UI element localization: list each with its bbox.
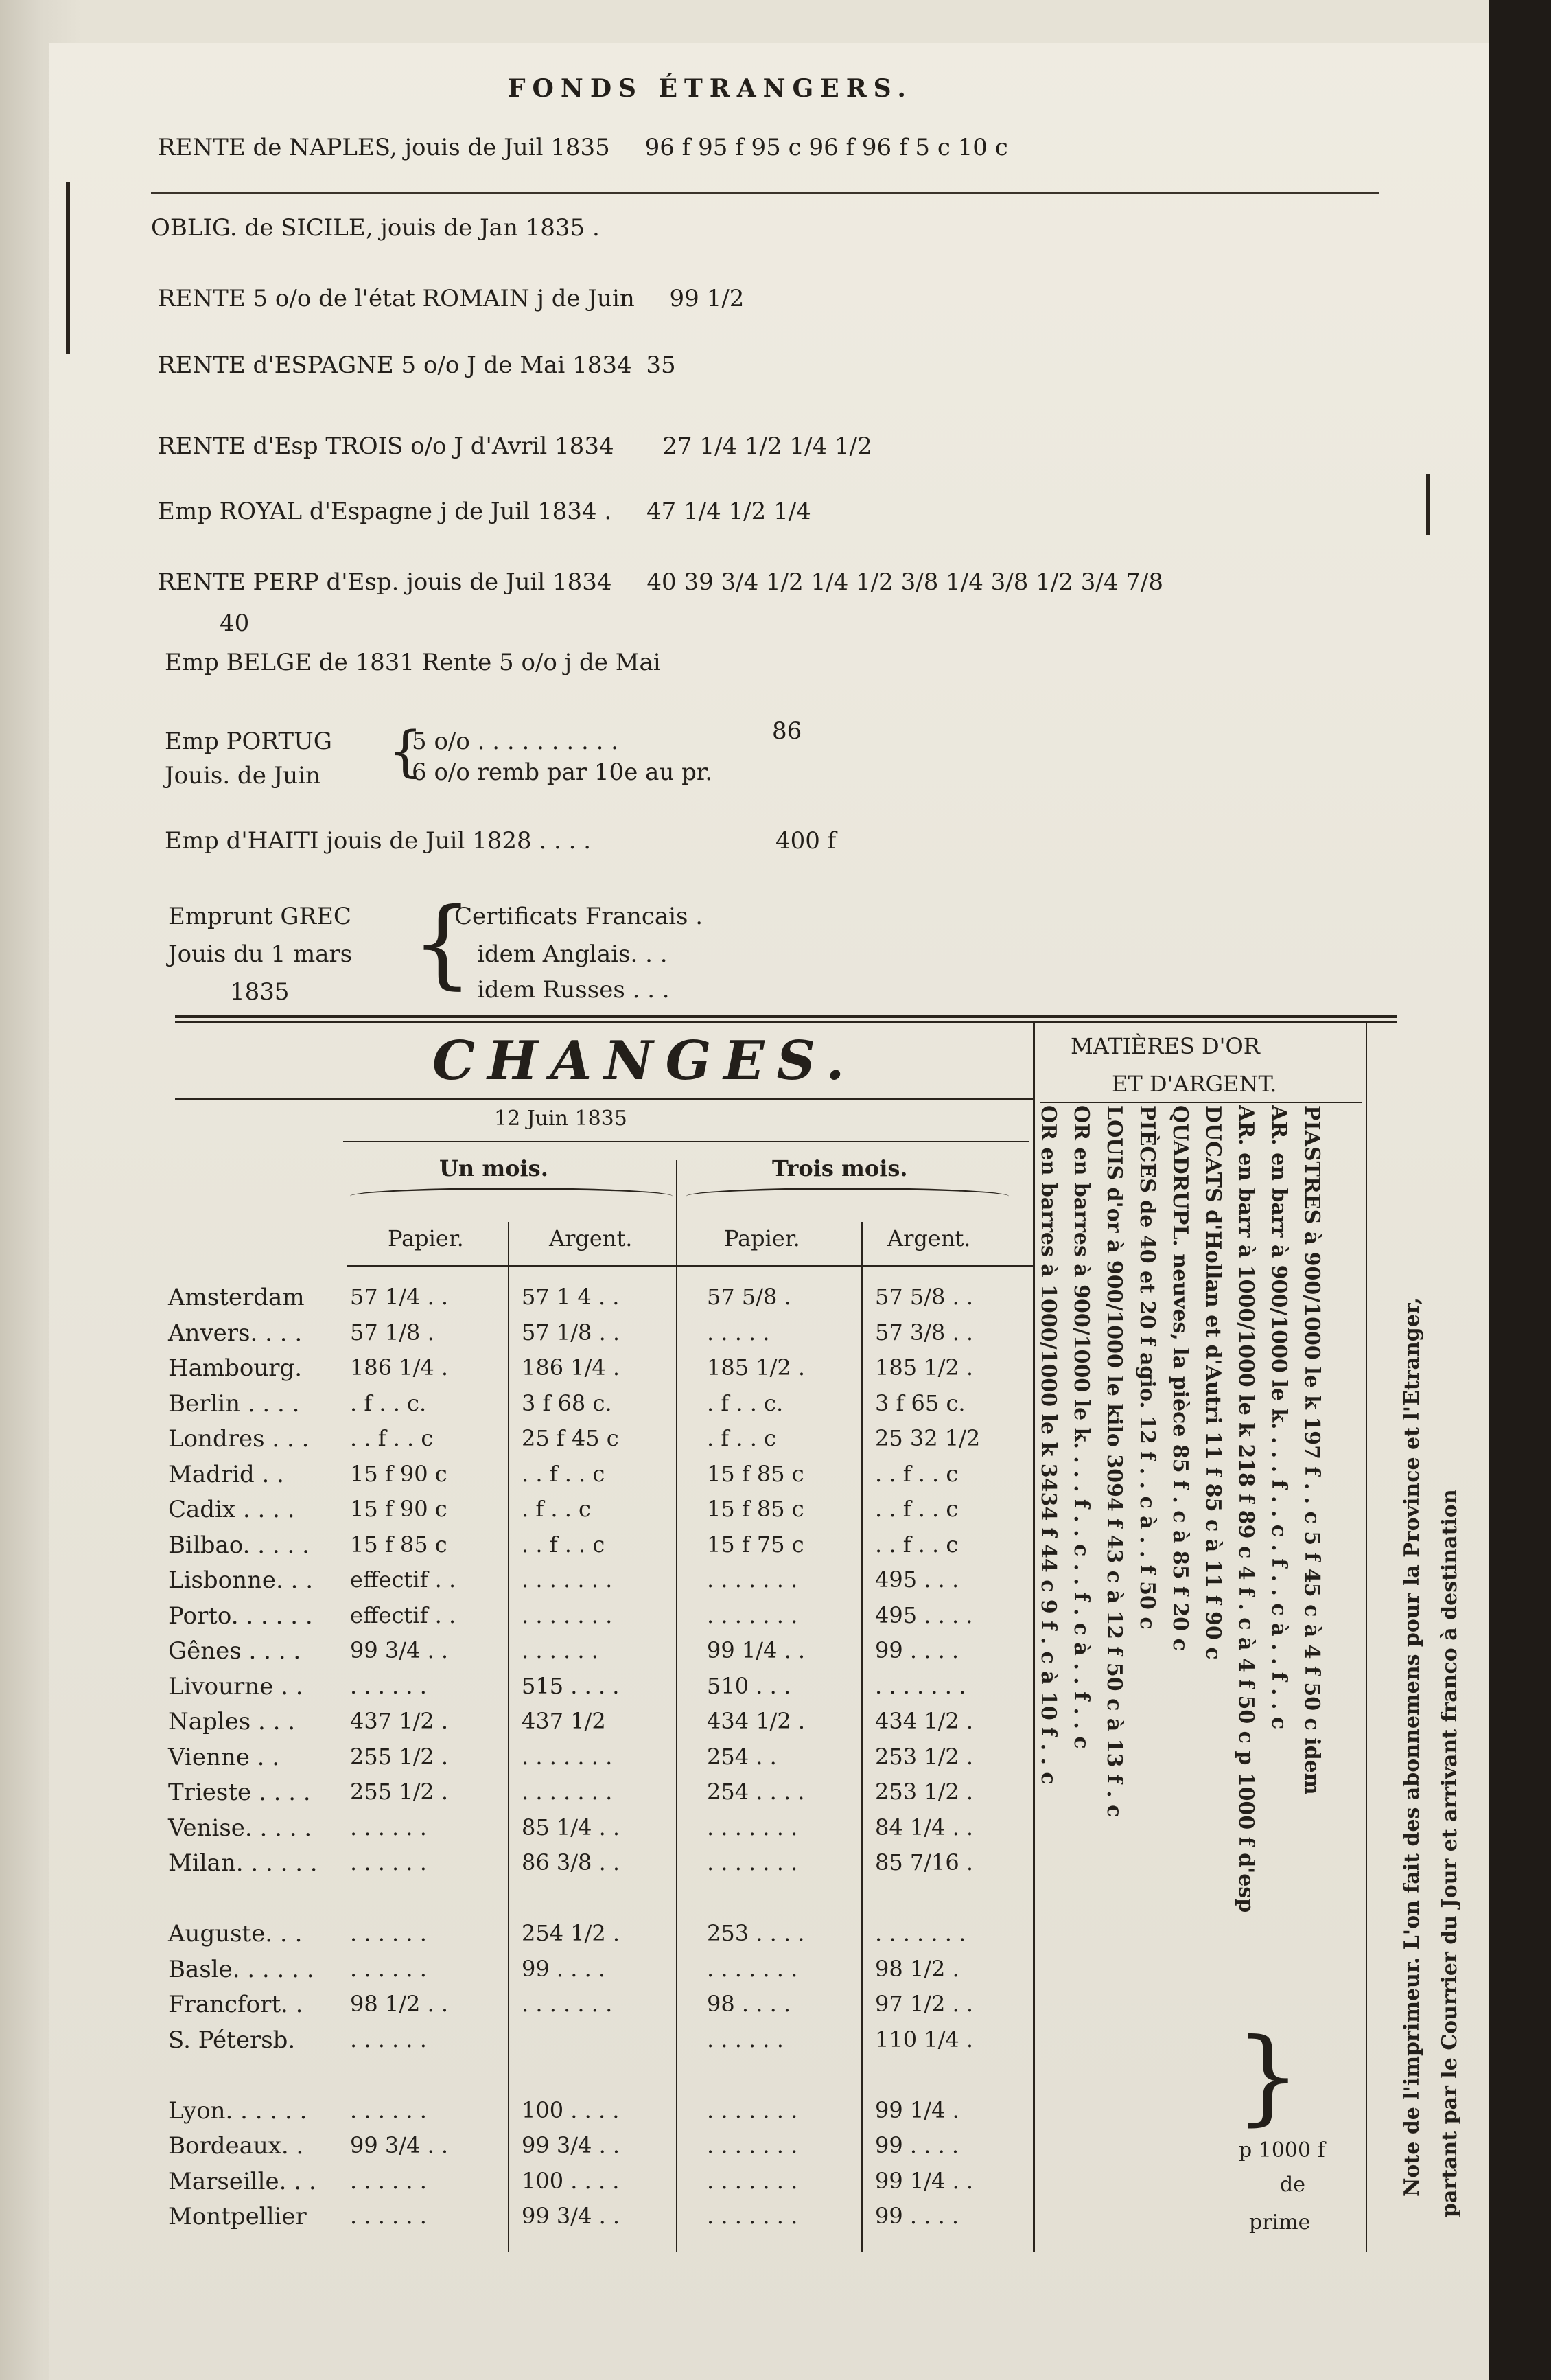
fonds-label: RENTE d'Esp TROIS o/o J d'Avril 1834: [158, 432, 614, 460]
table-row-city: Marseille. . .: [168, 2167, 316, 2195]
col-header-papier: Papier.: [388, 1225, 464, 1251]
table-cell: 99 . . . .: [522, 1955, 606, 1982]
margin-bracket-right: [1426, 474, 1430, 535]
table-row-city: Amsterdam: [168, 1284, 305, 1311]
table-cell: 99 3/4 . .: [350, 2132, 449, 2158]
fonds-row: [158, 498, 811, 525]
fonds-row: 40: [220, 610, 250, 637]
table-cell: 515 . . . .: [522, 1672, 620, 1699]
table-cell: . . . . . .: [350, 1849, 427, 1875]
prime-label-3: prime: [1249, 2210, 1311, 2234]
matieres-line: QUADRUPL. neuves, la pièce 85 f . c à 85 f 20 c: [1168, 1105, 1192, 1651]
table-row-city: Montpellier: [168, 2203, 307, 2230]
table-cell: 3 f 68 c.: [522, 1389, 612, 1416]
fonds-value: 96 f 95 f 95 c 96 f 96 f 5 c 10 c: [644, 134, 1008, 161]
column-divider: [508, 1222, 509, 2252]
table-cell: . . . . . . .: [707, 2203, 798, 2229]
matieres-line: OR en barres à 900/1000 le k. . . . f . . c . . f . c à . . f . . c: [1069, 1105, 1093, 1749]
page-title: FONDS ÉTRANGERS.: [508, 74, 913, 103]
table-cell: 25 32 1/2: [875, 1425, 981, 1451]
table-cell: . . . . . . .: [522, 1743, 613, 1770]
table-cell: 100 . . . .: [522, 2167, 620, 2194]
changes-date: 12 Juin 1835: [494, 1107, 627, 1131]
brace: }: [1235, 2017, 1301, 2136]
table-cell: 186 1/4 .: [522, 1354, 620, 1380]
table-row-city: Hambourg.: [168, 1354, 303, 1382]
table-cell: . . . . . . .: [707, 2096, 798, 2123]
matieres-line: LOUIS d'or à 900/1000 le kilo 3094 f 43 c à 12 f 50 c à 13 f . c: [1102, 1105, 1126, 1818]
fonds-row: Emp BELGE de 1831 Rente 5 o/o j de Mai: [165, 649, 661, 676]
table-row-city: Naples . . .: [168, 1708, 296, 1735]
table-cell: . . . . . . .: [707, 1602, 798, 1628]
table-row-city: Auguste. . .: [168, 1920, 303, 1948]
fonds-value: 35: [646, 351, 676, 379]
portug-label-2: Jouis. de Juin: [165, 762, 320, 789]
changes-rule: [175, 1098, 1033, 1100]
table-row-city: Gênes . . . .: [168, 1637, 301, 1665]
table-cell: . . . . . .: [522, 1637, 598, 1663]
table-cell: 253 1/2 .: [875, 1779, 974, 1805]
matieres-line: OR en barres à 1000/1000 le k 3434 f 44 c 9 f . c à 10 f . . c: [1036, 1105, 1060, 1785]
printer-note-line-1: Note de l'imprimeur. L'on fait des abonnemens pour la Province et l'Etranger,: [1400, 1297, 1424, 2197]
portug-value: 86: [772, 717, 802, 745]
section-rule: [175, 1021, 1397, 1023]
table-cell: 3 f 65 c.: [875, 1389, 966, 1416]
portug-option-1: 5 o/o . . . . . . . . . .: [412, 728, 618, 755]
table-cell: 15 f 85 c: [707, 1460, 804, 1487]
matieres-title-2: ET D'ARGENT.: [1112, 1071, 1277, 1097]
matieres-line: PIASTRES à 900/1000 le k 197 f . . c 5 f 45 c à 4 f 50 c idem: [1300, 1105, 1324, 1795]
table-cell: 15 f 90 c: [350, 1460, 447, 1487]
table-cell: . . . . . . .: [875, 1672, 966, 1699]
table-row-city: Porto. . . . . .: [168, 1602, 313, 1630]
fonds-value: 99 1/2: [669, 285, 745, 312]
grec-label-2: Jouis du 1 mars: [168, 940, 353, 968]
table-cell: 495 . . .: [875, 1567, 959, 1593]
separator: [151, 192, 1379, 194]
group-brace: [686, 1188, 1009, 1205]
table-cell: . f . . c.: [350, 1389, 427, 1416]
table-row-city: Lyon. . . . . .: [168, 2096, 307, 2125]
matieres-line: PIÈCES de 40 et 20 f agio. 12 f . . c à . . f 50 c: [1135, 1105, 1159, 1630]
table-cell: 99 . . . .: [875, 2203, 959, 2229]
col-header-argent: Argent.: [549, 1225, 633, 1251]
table-cell: . . . . . . .: [707, 1955, 798, 1982]
table-cell: 185 1/2 .: [707, 1354, 806, 1380]
table-cell: 185 1/2 .: [875, 1354, 974, 1380]
table-cell: 253 . . . .: [707, 1920, 805, 1946]
table-cell: 437 1/2 .: [350, 1708, 449, 1734]
table-row-city: Cadix . . . .: [168, 1496, 295, 1523]
table-cell: 495 . . . .: [875, 1602, 973, 1628]
table-cell: 84 1/4 . .: [875, 1814, 974, 1840]
table-cell: . . . . . .: [350, 2167, 427, 2194]
grec-option-3: idem Russes . . .: [477, 976, 670, 1004]
grec-option-1: Certificats Francais .: [454, 903, 703, 930]
table-row-city: Lisbonne. . .: [168, 1567, 314, 1594]
table-cell: 437 1/2: [522, 1708, 606, 1734]
table-cell: 99 3/4 . .: [522, 2203, 620, 2229]
header-rule: [347, 1265, 1033, 1267]
table-cell: . . . . . .: [350, 1920, 427, 1946]
fonds-label: RENTE PERP d'Esp. jouis de Juil 1834: [158, 568, 612, 596]
table-cell: 253 1/2 .: [875, 1743, 974, 1770]
table-row-city: Londres . . .: [168, 1425, 310, 1453]
portug-option-2: 6 o/o remb par 10e au pr.: [412, 759, 713, 786]
brace: {: [412, 888, 474, 1000]
table-row-city: Anvers. . . .: [168, 1319, 303, 1347]
table-row-city: Basle. . . . . .: [168, 1955, 314, 1983]
table-cell: 57 1 4 . .: [522, 1284, 620, 1310]
matieres-line: DUCATS d'Hollan et d'Autri 11 f 85 c à 11 f 90 c: [1201, 1105, 1225, 1660]
column-divider: [861, 1222, 863, 2252]
table-cell: 99 . . . .: [875, 2132, 959, 2158]
table-cell: 98 . . . .: [707, 1991, 791, 2017]
table-cell: 99 3/4 . .: [522, 2132, 620, 2158]
fonds-row: [158, 134, 1008, 161]
brace: {: [388, 719, 423, 783]
table-cell: 57 5/8 . .: [875, 1284, 974, 1310]
table-cell: . . . . . . .: [707, 2167, 798, 2194]
table-cell: 99 . . . .: [875, 1637, 959, 1663]
table-cell: 57 3/8 . .: [875, 1319, 974, 1345]
portug-label-1: Emp PORTUG: [165, 728, 332, 755]
table-cell: . . f . . c: [875, 1531, 959, 1558]
fonds-row: [151, 214, 600, 242]
table-cell: 254 . . . .: [707, 1779, 805, 1805]
matieres-line: AR. en barr à 1000/1000 le k 218 f 89 c 4 f . c à 4 f 50 c p 1000 f d'esp: [1234, 1105, 1258, 1913]
table-cell: 15 f 75 c: [707, 1531, 804, 1558]
table-cell: 57 1/4 . .: [350, 1284, 449, 1310]
table-cell: . . . . . .: [707, 2026, 784, 2053]
table-cell: 100 . . . .: [522, 2096, 620, 2123]
fonds-row: [158, 285, 744, 312]
table-cell: . . . . . . .: [522, 1991, 613, 2017]
matieres-line: AR. en barr à 900/1000 le k. . . . f . . c . f . . c à . . f . . c: [1267, 1105, 1291, 1730]
table-cell: 255 1/2 .: [350, 1743, 449, 1770]
table-cell: 434 1/2 .: [707, 1708, 806, 1734]
fonds-row: [158, 432, 872, 460]
fonds-row: [158, 351, 676, 379]
table-cell: . . f . . c: [875, 1460, 959, 1487]
column-divider: [1033, 1023, 1035, 2252]
table-cell: 98 1/2 . .: [350, 1991, 449, 2017]
table-cell: 97 1/2 . .: [875, 1991, 974, 2017]
table-cell: . . f . . c: [522, 1460, 605, 1487]
fonds-value: 47 1/4 1/2 1/4: [646, 498, 811, 525]
table-cell: . . f . . c: [875, 1496, 959, 1522]
table-cell: 57 1/8 .: [350, 1319, 434, 1345]
table-cell: 85 7/16 .: [875, 1849, 974, 1875]
prime-label-2: de: [1280, 2173, 1305, 2197]
table-cell: . . . . . .: [350, 1955, 427, 1982]
fonds-label: RENTE d'ESPAGNE 5 o/o J de Mai 1834: [158, 351, 632, 379]
table-cell: 99 1/4 . .: [707, 1637, 806, 1663]
table-cell: effectif . .: [350, 1567, 456, 1593]
table-cell: . . . . . . .: [707, 1814, 798, 1840]
table-cell: 186 1/4 .: [350, 1354, 449, 1380]
table-cell: . . . . .: [707, 1319, 770, 1345]
table-row-city: Bilbao. . . . .: [168, 1531, 310, 1559]
table-cell: 57 1/8 . .: [522, 1319, 620, 1345]
table-cell: 434 1/2 .: [875, 1708, 974, 1734]
table-cell: 254 . .: [707, 1743, 777, 1770]
changes-rule: [343, 1141, 1029, 1142]
haiti-value: 400 f: [775, 827, 837, 855]
table-row-city: Bordeaux. .: [168, 2132, 304, 2160]
table-cell: 99 1/4 . .: [875, 2167, 974, 2194]
table-cell: . . f . . c: [350, 1425, 434, 1451]
fonds-label: RENTE 5 o/o de l'état ROMAIN j de Juin: [158, 285, 635, 312]
table-row-city: Berlin . . . .: [168, 1389, 300, 1418]
table-cell: . . . . . . .: [707, 1849, 798, 1875]
fonds-value: 40 39 3/4 1/2 1/4 1/2 3/8 1/4 3/8 1/2 3/4 7/8: [646, 568, 1163, 596]
table-row-city: S. Pétersb.: [168, 2026, 296, 2054]
fonds-label: Emp ROYAL d'Espagne j de Juil 1834 .: [158, 498, 612, 525]
scan-edge: [1489, 0, 1551, 2380]
table-cell: . f . . c: [707, 1425, 776, 1451]
grec-label-3: 1835: [230, 978, 290, 1006]
table-cell: 255 1/2 .: [350, 1779, 449, 1805]
table-row-city: Trieste . . . .: [168, 1779, 311, 1806]
table-row-city: Milan. . . . . .: [168, 1849, 318, 1877]
fonds-row: [158, 568, 1163, 596]
table-cell: 15 f 85 c: [707, 1496, 804, 1522]
table-cell: . . . . . . .: [875, 1920, 966, 1946]
group-header-un-mois: Un mois.: [439, 1155, 548, 1181]
fonds-value: 27 1/4 1/2 1/4 1/2: [662, 432, 872, 460]
table-cell: 57 5/8 .: [707, 1284, 791, 1310]
table-cell: 510 . . .: [707, 1672, 791, 1699]
table-cell: . . . . . .: [350, 2203, 427, 2229]
table-cell: . . . . . .: [350, 2026, 427, 2053]
col-header-argent: Argent.: [887, 1225, 971, 1251]
group-brace: [350, 1188, 673, 1205]
changes-title: CHANGES.: [432, 1030, 857, 1092]
table-cell: 99 1/4 .: [875, 2096, 959, 2123]
matieres-rule: [1040, 1102, 1362, 1103]
table-row-city: Livourne . .: [168, 1672, 303, 1700]
column-divider: [1366, 1023, 1367, 2252]
table-cell: 15 f 85 c: [350, 1531, 447, 1558]
fonds-label: RENTE de NAPLES, jouis de Juil 1835: [158, 134, 610, 161]
matieres-title-1: MATIÈRES D'OR: [1071, 1033, 1260, 1059]
table-cell: . f . . c: [522, 1496, 591, 1522]
column-divider: [676, 1160, 677, 2252]
table-cell: 98 1/2 .: [875, 1955, 959, 1982]
table-cell: 254 1/2 .: [522, 1920, 620, 1946]
table-cell: . . . . . . .: [522, 1779, 613, 1805]
table-row-city: Madrid . .: [168, 1460, 284, 1488]
group-header-trois-mois: Trois mois.: [772, 1155, 908, 1181]
table-cell: . . . . . . .: [522, 1602, 613, 1628]
table-cell: . . . . . . .: [522, 1567, 613, 1593]
grec-label-1: Emprunt GREC: [168, 903, 351, 930]
table-cell: 85 1/4 . .: [522, 1814, 620, 1840]
table-row-city: Vienne . .: [168, 1743, 280, 1771]
table-cell: 15 f 90 c: [350, 1496, 447, 1522]
prime-label-1: p 1000 f: [1239, 2138, 1325, 2162]
table-cell: 25 f 45 c: [522, 1425, 619, 1451]
table-row-city: Venise. . . . .: [168, 1814, 312, 1842]
table-cell: . . . . . .: [350, 2096, 427, 2123]
margin-bracket: [66, 182, 70, 354]
table-row-city: Francfort. .: [168, 1991, 303, 2018]
table-cell: . f . . c.: [707, 1389, 784, 1416]
col-header-papier: Papier.: [724, 1225, 800, 1251]
table-cell: effectif . .: [350, 1602, 456, 1628]
table-cell: . . . . . . .: [707, 1567, 798, 1593]
section-rule: [175, 1015, 1397, 1018]
table-cell: 110 1/4 .: [875, 2026, 974, 2053]
table-cell: 99 3/4 . .: [350, 1637, 449, 1663]
table-cell: . . . . . .: [350, 1814, 427, 1840]
haiti-label: Emp d'HAITI jouis de Juil 1828 . . . .: [165, 827, 592, 855]
printer-note-line-2: partant par le Courrier du Jour et arrivant franco à destination: [1438, 1489, 1462, 2217]
fonds-label: OBLIG. de SICILE, jouis de Jan 1835 .: [151, 214, 600, 242]
table-cell: . . f . . c: [522, 1531, 605, 1558]
table-cell: . . . . . . .: [707, 2132, 798, 2158]
table-cell: 86 3/8 . .: [522, 1849, 620, 1875]
table-cell: . . . . . .: [350, 1672, 427, 1699]
grec-option-2: idem Anglais. . .: [477, 940, 668, 968]
